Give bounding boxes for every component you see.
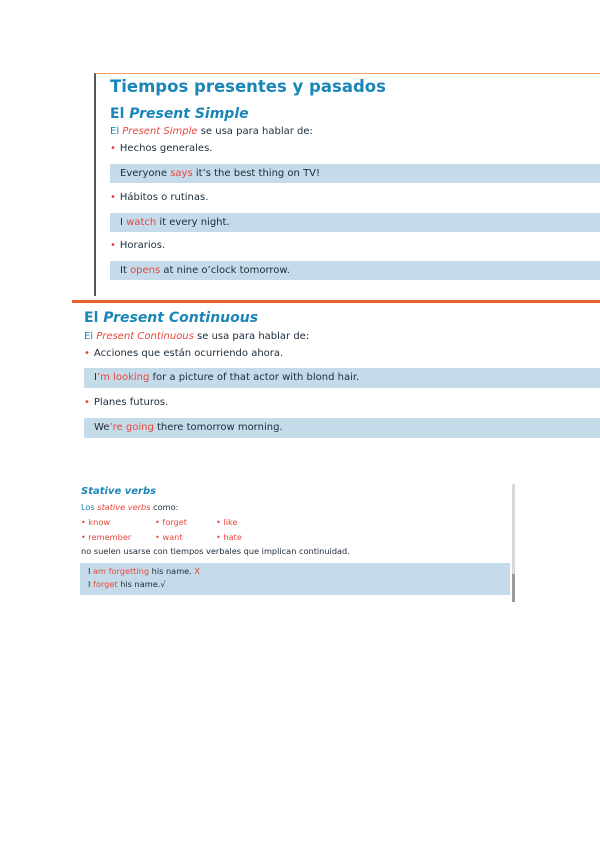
section-divider — [72, 300, 600, 303]
intro-suffix: como: — [150, 502, 179, 512]
example-band — [110, 164, 600, 183]
verb-item: • remember — [81, 532, 132, 542]
intro-em: stative verbs — [97, 502, 151, 512]
example-after: there tomorrow morning. — [153, 422, 283, 433]
wrong-example — [88, 566, 200, 576]
example-verb: watch — [126, 217, 157, 228]
example-sentence — [120, 265, 290, 276]
example-band — [110, 261, 600, 280]
heading-em: Present Continuous — [103, 310, 259, 326]
intro-suffix: se usa para hablar de: — [197, 126, 313, 137]
wrong-mark-icon: X — [194, 566, 201, 576]
present-continuous-heading — [84, 310, 258, 326]
present-simple-intro — [110, 126, 313, 137]
item-label: Hábitos o rutinas. — [119, 192, 209, 203]
list-item — [110, 192, 208, 203]
present-simple-section — [94, 73, 600, 296]
item-label: Planes futuros. — [93, 397, 169, 408]
verb-item: • like — [216, 517, 238, 527]
example-sentence — [120, 168, 320, 179]
example-after: it every night. — [156, 217, 230, 228]
bullet-icon: • — [110, 240, 116, 251]
bullet-icon: • — [84, 348, 90, 359]
intro-prefix: El — [84, 331, 97, 342]
verb-item: • know — [81, 517, 111, 527]
stative-note: no suelen usarse con tiempos verbales que implican continuidad. — [81, 546, 350, 556]
example-before: I — [94, 372, 97, 383]
intro-prefix: Los — [81, 502, 98, 512]
example-before: Everyone — [120, 168, 171, 179]
present-continuous-intro — [84, 331, 309, 342]
intro-em: Present Continuous — [96, 331, 194, 342]
scrollbar-thumb[interactable] — [512, 574, 515, 602]
example-before: I — [120, 217, 127, 228]
example-before: We — [94, 422, 110, 433]
example-band — [110, 213, 600, 232]
example-band — [84, 418, 600, 438]
verb-item: • forget — [155, 517, 187, 527]
example-verb: am forgetting — [93, 566, 150, 576]
example-sentence — [120, 217, 230, 228]
example-verb: opens — [130, 265, 161, 276]
bullet-icon: • — [84, 397, 90, 408]
verb-item: • hate — [216, 532, 242, 542]
intro-em: Present Simple — [122, 126, 198, 137]
list-item — [110, 240, 165, 251]
item-label: Horarios. — [119, 240, 166, 251]
right-example — [88, 579, 166, 589]
present-simple-heading — [110, 106, 249, 122]
example-before: I — [88, 579, 94, 589]
example-after: his name. — [149, 566, 195, 576]
example-sentence — [94, 372, 359, 383]
bullet-icon: • — [110, 143, 116, 154]
example-after: at nine o’clock tomorrow. — [160, 265, 290, 276]
example-verb: forget — [93, 579, 118, 589]
example-after: for a picture of that actor with blond hair. — [149, 372, 360, 383]
example-after: it’s the best thing on TV! — [192, 168, 321, 179]
intro-prefix: El — [110, 126, 123, 137]
example-before: I — [88, 566, 94, 576]
heading-em: Present Simple — [129, 106, 249, 122]
bullet-icon: • — [110, 192, 116, 203]
page-title: Tiempos presentes y pasados — [110, 77, 386, 96]
example-before: It — [120, 265, 131, 276]
stative-intro — [81, 502, 178, 512]
stative-verbs-section — [80, 484, 512, 602]
check-mark-icon: √ — [160, 579, 166, 589]
example-verb: ’m looking — [96, 372, 150, 383]
example-after: his name. — [117, 579, 161, 589]
example-band — [80, 563, 510, 595]
list-item — [110, 143, 212, 154]
heading-prefix: El — [110, 106, 130, 122]
heading-prefix: El — [84, 310, 104, 326]
stative-verbs-heading: Stative verbs — [81, 486, 157, 497]
example-verb: says — [170, 168, 193, 179]
list-item — [84, 348, 283, 359]
list-item — [84, 397, 168, 408]
intro-suffix: se usa para hablar de: — [193, 331, 310, 342]
example-verb: ’re going — [109, 422, 154, 433]
example-sentence — [94, 422, 283, 433]
example-band — [84, 368, 600, 388]
verb-item: • want — [155, 532, 183, 542]
item-label: Acciones que están ocurriendo ahora. — [93, 348, 284, 359]
item-label: Hechos generales. — [119, 143, 213, 154]
